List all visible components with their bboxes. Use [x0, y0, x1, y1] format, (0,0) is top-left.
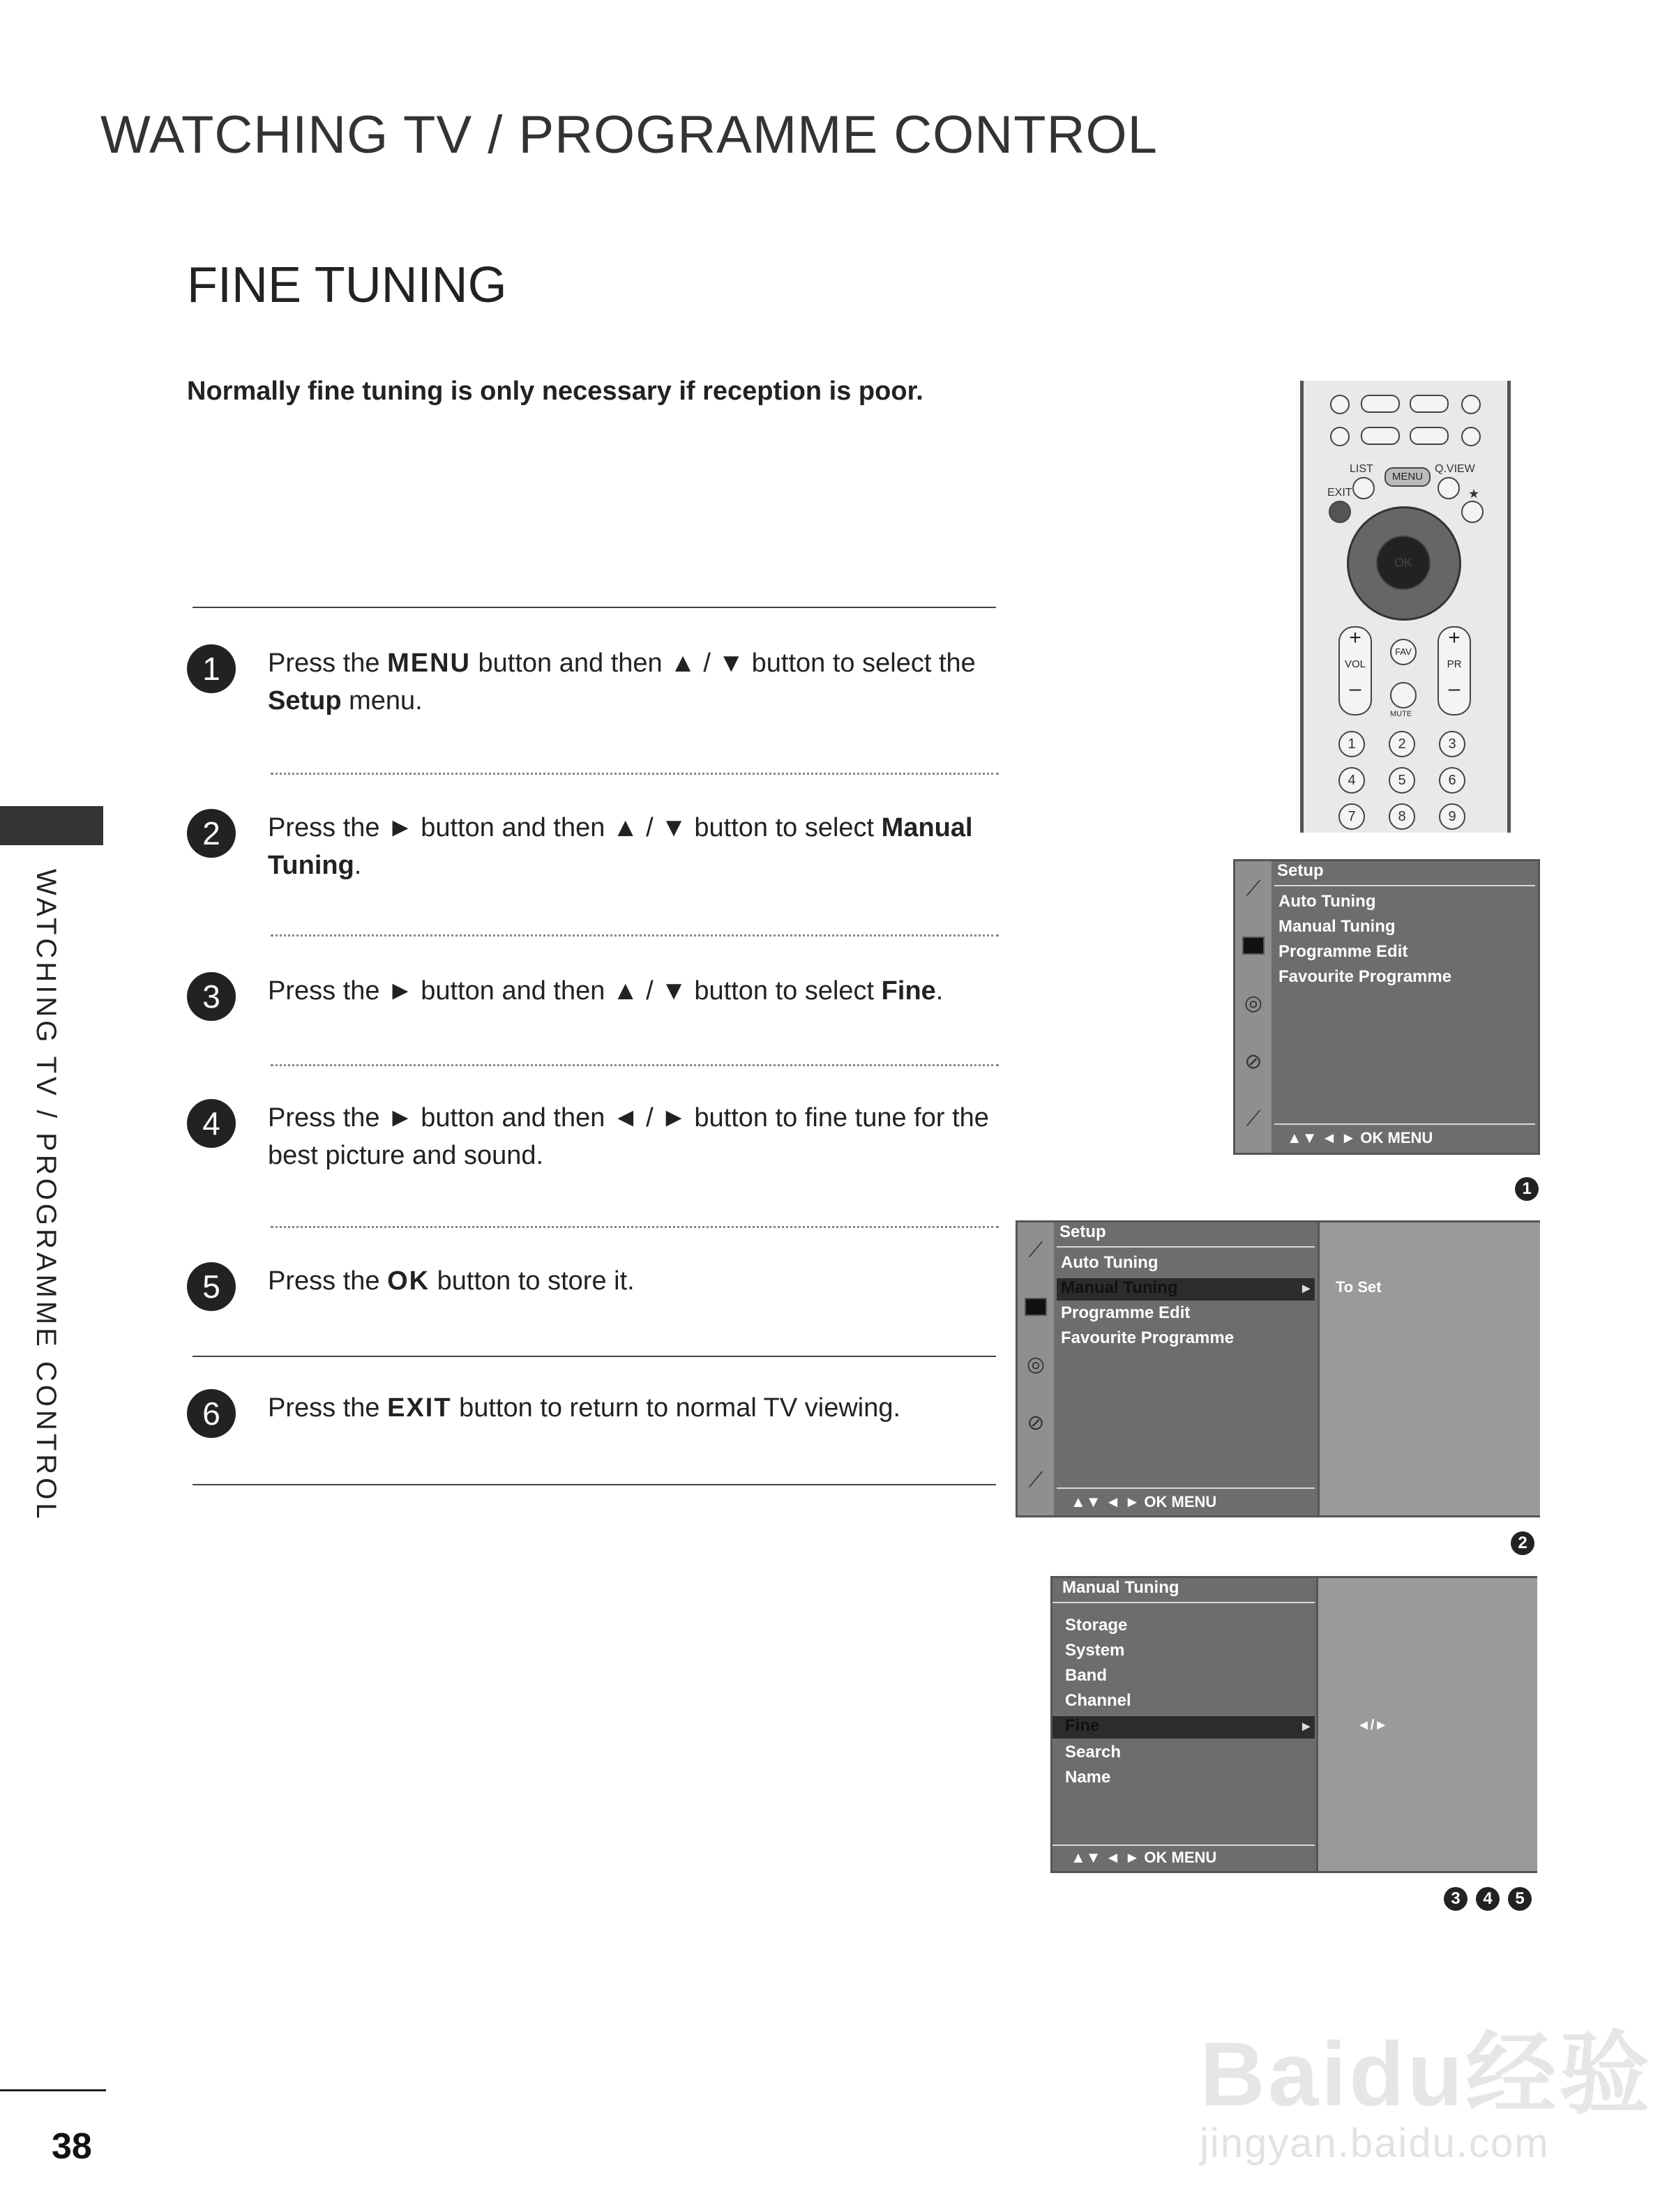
number-button: 5: [1389, 767, 1415, 794]
antenna-icon: ⟋: [1246, 877, 1261, 900]
step-number: 4: [187, 1099, 236, 1148]
osd-submenu-panel: [1318, 1222, 1540, 1515]
dotted-divider: [271, 1226, 999, 1228]
step-number: 2: [187, 809, 236, 858]
osd-nav-line: [1057, 1487, 1315, 1489]
number-button: 9: [1439, 803, 1465, 830]
list-label: LIST: [1350, 463, 1373, 475]
osd-setup-manual-tuning: [1016, 1220, 1540, 1517]
star-label: ★: [1468, 487, 1480, 501]
osd-item: Auto Tuning: [1278, 892, 1376, 911]
step-number: 3: [187, 972, 236, 1021]
osd-nav-line: [1052, 1844, 1315, 1846]
osd-title-line: [1274, 885, 1535, 886]
osd-icon-column: [1018, 1222, 1054, 1515]
vol-minus: –: [1349, 677, 1361, 700]
menu-label: MENU: [1391, 471, 1424, 483]
exit-label: EXIT: [1327, 487, 1352, 499]
side-tab-marker: [0, 806, 103, 845]
pause-button: [1410, 395, 1449, 413]
osd-item: Search: [1065, 1743, 1122, 1762]
osd-manual-tuning: [1050, 1576, 1537, 1873]
divider: [193, 1356, 996, 1357]
watermark-url: jingyan.baidu.com: [1200, 2121, 1550, 2166]
picture-icon: [1239, 931, 1267, 959]
step-number: 1: [187, 644, 236, 693]
stop-button: [1330, 395, 1350, 414]
osd-nav-hint: ▲▼ ◄ ► OK MENU: [1287, 1129, 1433, 1146]
antenna-icon: ⟋: [1028, 1238, 1043, 1262]
dotted-divider: [271, 773, 999, 775]
play-button: [1361, 395, 1400, 413]
number-button: 3: [1439, 731, 1465, 757]
number-button: 8: [1389, 803, 1415, 830]
number-button: 7: [1338, 803, 1365, 830]
osd-title-line: [1052, 1602, 1315, 1603]
osd-nav-line: [1274, 1123, 1535, 1125]
page-number: 38: [52, 2126, 92, 2167]
clock-icon: ⊘: [1027, 1411, 1045, 1434]
step-text: Press the ► button and then ▲ / ▼ button to select Fine.: [268, 976, 944, 1006]
step-text: Press the MENU button and then ▲ / ▼ button to select the Setup menu.: [268, 649, 976, 715]
osd-icon-column: [1235, 861, 1272, 1153]
osd-title: Setup: [1059, 1222, 1106, 1241]
wrench-icon: ⟋: [1246, 1107, 1261, 1130]
osd-setup-menu: [1233, 859, 1540, 1155]
osd-title: Manual Tuning: [1062, 1578, 1179, 1597]
osd-item: Programme Edit: [1278, 942, 1408, 961]
vol-plus: +: [1349, 626, 1361, 649]
number-button: 6: [1439, 767, 1465, 794]
osd-submenu-text: ◄/►: [1357, 1718, 1389, 1733]
step-text: Press the EXIT button to return to normal TV viewing.: [268, 1393, 901, 1423]
submenu-arrow-icon: ►: [1299, 1719, 1313, 1734]
osd-item: Channel: [1065, 1691, 1131, 1710]
wrench-icon: ⟋: [1028, 1469, 1043, 1492]
step-number: 5: [187, 1262, 236, 1311]
menu-button: [1384, 467, 1431, 487]
picture-icon: [1022, 1292, 1050, 1320]
osd-item: Manual Tuning: [1278, 917, 1396, 936]
osd-item: Name: [1065, 1768, 1111, 1787]
osd-submenu-text: To Set: [1336, 1278, 1382, 1296]
figure-badge: 2: [1511, 1531, 1534, 1555]
prev-button: [1330, 427, 1350, 446]
osd-item-selected: Fine: [1065, 1716, 1100, 1735]
osd-title: Setup: [1277, 861, 1324, 880]
figure-badge: 4: [1476, 1887, 1500, 1911]
submenu-arrow-icon: ►: [1299, 1281, 1313, 1296]
section-title: FINE TUNING: [187, 257, 507, 313]
volume-rocker: [1338, 626, 1372, 715]
mute-label: MUTE: [1390, 710, 1412, 718]
side-label: WATCHING TV / PROGRAMME CONTROL: [31, 869, 61, 1522]
osd-item: Favourite Programme: [1278, 967, 1452, 986]
vol-label: VOL: [1344, 658, 1366, 670]
osd-nav-hint: ▲▼ ◄ ► OK MENU: [1071, 1493, 1217, 1510]
osd-item-selected: Manual Tuning: [1061, 1278, 1178, 1297]
star-button: [1461, 501, 1484, 523]
divider: [193, 1484, 996, 1485]
step-text: Press the OK button to store it.: [268, 1266, 635, 1296]
osd-item: Programme Edit: [1061, 1303, 1191, 1322]
divider: [193, 607, 996, 608]
osd-nav-hint: ▲▼ ◄ ► OK MENU: [1071, 1849, 1217, 1866]
figure-badge: 5: [1508, 1887, 1532, 1911]
ok-label: OK: [1394, 556, 1412, 570]
mute-button: [1390, 682, 1417, 709]
dotted-divider: [271, 1064, 999, 1066]
osd-item: Storage: [1065, 1616, 1128, 1635]
qview-label: Q.VIEW: [1435, 463, 1475, 475]
speaker-icon: ◎: [1244, 992, 1263, 1015]
forward-button: [1410, 427, 1449, 445]
osd-submenu-panel: [1316, 1578, 1537, 1871]
list-button: [1352, 477, 1375, 499]
step-number: 6: [187, 1389, 236, 1438]
dotted-divider: [271, 934, 999, 937]
pr-minus: –: [1448, 677, 1461, 700]
figure-badge: 3: [1444, 1887, 1467, 1911]
number-button: 2: [1389, 731, 1415, 757]
speaker-icon: ◎: [1026, 1353, 1046, 1376]
figure-badge: 1: [1515, 1177, 1539, 1201]
next-button: [1461, 427, 1481, 446]
record-button: [1461, 395, 1481, 414]
footer-rule: [0, 2089, 106, 2091]
page-header: WATCHING TV / PROGRAMME CONTROL: [100, 105, 1158, 165]
step-text: Press the ► button and then ▲ / ▼ button to select Manual Tuning.: [268, 813, 973, 880]
pr-label: PR: [1447, 658, 1462, 670]
osd-item: System: [1065, 1641, 1125, 1660]
osd-item: Favourite Programme: [1061, 1328, 1235, 1347]
fav-button: [1390, 639, 1417, 665]
step-text: Press the ► button and then ◄ / ► button to fine tune for the best picture and sound.: [268, 1103, 989, 1170]
exit-button: [1329, 501, 1351, 523]
osd-item: Auto Tuning: [1061, 1253, 1159, 1272]
intro-text: Normally fine tuning is only necessary if reception is poor.: [187, 377, 923, 406]
qview-button: [1438, 477, 1460, 499]
osd-item: Band: [1065, 1666, 1107, 1685]
programme-rocker: [1438, 626, 1471, 715]
number-button: 1: [1338, 731, 1365, 757]
pr-plus: +: [1448, 626, 1461, 649]
osd-title-line: [1057, 1246, 1315, 1248]
fav-label: FAV: [1395, 646, 1412, 657]
rewind-button: [1361, 427, 1400, 445]
ok-button: [1376, 536, 1431, 590]
clock-icon: ⊘: [1244, 1050, 1262, 1073]
watermark-logo: Baidu经验: [1200, 2023, 1653, 2125]
number-button: 4: [1338, 767, 1365, 794]
remote-control: [1300, 381, 1511, 833]
